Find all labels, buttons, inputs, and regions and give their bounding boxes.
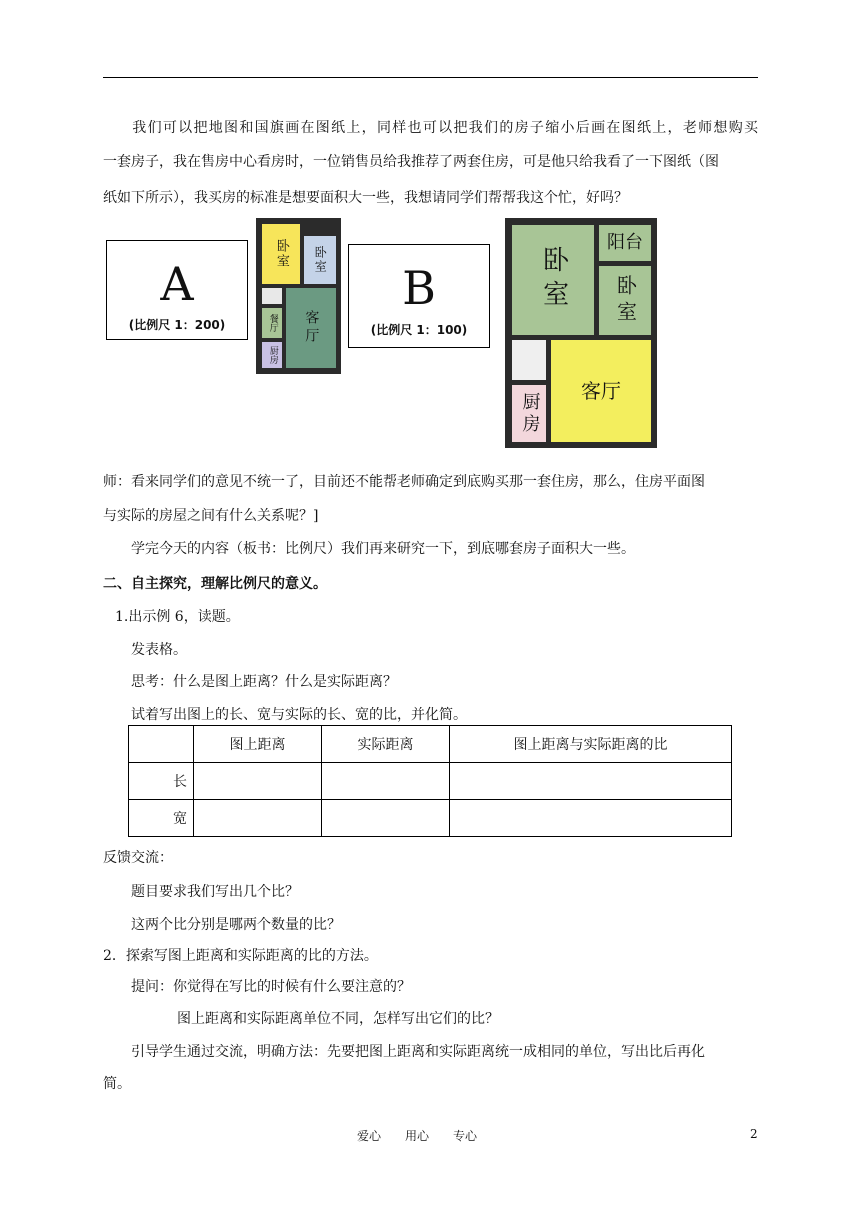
intro-line-3: 纸如下所示），我买房的标准是想要面积大一些，我想请同学们帮帮我这个忙，好吗？	[103, 190, 628, 206]
feedback-label: 反馈交流：	[103, 850, 173, 866]
section-2-title: 二、自主探究，理解比例尺的意义。	[103, 576, 327, 592]
hand-out-text: 发表格。	[131, 642, 187, 658]
plan-b-bedroom-1	[512, 225, 594, 335]
page-number: 2	[750, 1127, 758, 1141]
plan-b-bathroom	[512, 340, 546, 380]
plan-a-living-label: 客厅	[303, 310, 320, 346]
plan-b-scale: (比例尺 1：100)	[370, 323, 468, 337]
plan-a-bathroom	[262, 288, 282, 304]
think-text: 思考：什么是图上距离？什么是实际距离？	[131, 674, 397, 690]
table-cell	[194, 800, 322, 837]
ask-text: 提问：你觉得在写比的时候有什么要注意的？	[131, 979, 411, 995]
table-cell	[322, 800, 450, 837]
plan-b-letter: B	[402, 261, 436, 315]
item-2: 2．探索写图上距离和实际距离的比的方法。	[103, 948, 378, 964]
plan-a-bedroom-2	[304, 236, 336, 284]
table-row	[129, 800, 732, 837]
plan-a-bedroom-2-label: 卧室	[313, 246, 328, 274]
table-cell	[450, 763, 732, 800]
plan-b-floorplan	[505, 218, 657, 448]
plan-b-bedroom-1-label: 卧室	[538, 246, 569, 314]
guide-line-1: 引导学生通过交流，明确方法：先要把图上距离和实际距离统一成相同的单位，写出比后再化	[131, 1044, 705, 1060]
table-header-row	[129, 726, 732, 763]
plan-b-balcony-label: 阳台	[607, 231, 643, 253]
plan-a-bedroom-1	[262, 224, 300, 284]
question-2: 这两个比分别是哪两个数量的比？	[131, 917, 341, 933]
table-cell	[450, 800, 732, 837]
header-rule	[103, 77, 758, 78]
intro-text-1: 我们可以把地图和国旗画在图纸上，同样也可以把我们的房子缩小后画在图纸上，老师想购买	[131, 120, 758, 136]
plan-a-dining-room	[262, 308, 282, 338]
plan-b-bedroom-2-label: 卧室	[613, 274, 638, 327]
plan-b-kitchen	[512, 385, 546, 442]
plan-b-balcony	[599, 225, 651, 261]
plan-a-scale-box	[106, 240, 248, 340]
try-write-text: 试着写出图上的长、宽与实际的长、宽的比，并化简。	[131, 707, 467, 723]
intro-line-1	[103, 118, 758, 138]
table-header-cell	[129, 726, 194, 763]
distance-table	[128, 725, 732, 837]
guide-line-2: 简。	[103, 1076, 131, 1092]
table-header-cell: 图上距离	[194, 726, 322, 763]
plan-a-floorplan	[256, 218, 341, 374]
plan-a-scale: (比例尺 1：200)	[128, 318, 226, 332]
table-cell	[194, 763, 322, 800]
question-1: 题目要求我们写出几个比？	[131, 884, 299, 900]
plan-a-living-room	[286, 288, 336, 368]
plan-b-bedroom-2	[599, 266, 651, 335]
teacher-line-2: 与实际的房屋之间有什么关系呢？]	[103, 508, 319, 524]
plan-a-kitchen	[262, 342, 282, 368]
plan-a-bedroom-1-label: 卧室	[273, 239, 289, 269]
table-cell: 宽	[129, 800, 194, 837]
plan-a-letter: A	[160, 257, 194, 311]
after-class-text: 学完今天的内容（板书：比例尺）我们再来研究一下，到底哪套房子面积大一些。	[131, 541, 635, 557]
table-cell	[322, 763, 450, 800]
plan-b-kitchen-label: 厨房	[519, 391, 541, 436]
table-header-cell: 图上距离与实际距离的比	[450, 726, 732, 763]
plan-b-living-label: 客厅	[581, 378, 621, 403]
item-1: 1.出示例 6，读题。	[115, 609, 240, 625]
intro-line-2: 一套房子，我在售房中心看房时，一位销售员给我推荐了两套住房，可是他只给我看了一下图纸（图	[103, 154, 719, 170]
table-cell: 长	[129, 763, 194, 800]
footer-text: 爱心 用心 专心	[357, 1129, 478, 1143]
plan-b-living-room	[551, 340, 651, 442]
units-question: 图上距离和实际距离单位不同，怎样写出它们的比？	[177, 1011, 499, 1027]
table-header-cell: 实际距离	[322, 726, 450, 763]
plan-a-dining-label: 餐厅	[267, 314, 278, 332]
plan-a-kitchen-label: 厨房	[267, 346, 278, 364]
teacher-line-1: 师：看来同学们的意见不统一了，目前还不能帮老师确定到底购买那一套住房，那么，住房平面图	[103, 474, 705, 490]
plan-b-scale-box	[348, 244, 490, 348]
table-row	[129, 763, 732, 800]
